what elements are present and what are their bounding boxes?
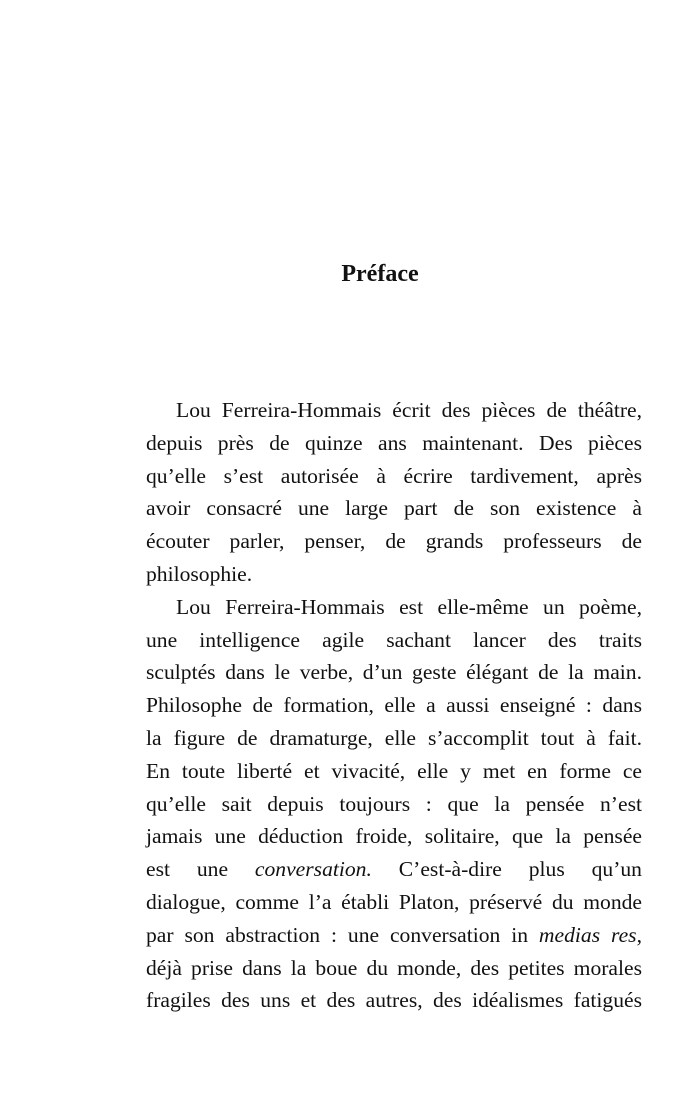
text-line: philosophie. [146,561,253,586]
text-line: depuis près de quinze ans maintenant. Des pièces [146,430,642,455]
italic-word: conversation. [254,857,372,882]
text-line: avoir consacré une large part de son existence à [146,496,642,521]
text-line: Lou Ferreira-Hommais écrit des pièces de théâtre, [176,398,642,422]
text-line: dialogue, comme l’a établi Platon, préservé du monde [146,889,642,914]
text-line: sculptés dans le verbe, d’un geste élégant de la main. [146,660,642,685]
text-line: une intelligence agile sachant lancer des traits [146,627,642,652]
text-segment-tail [539,923,642,947]
text-line: écouter parler, penser, de grands professeurs de [146,529,642,554]
text-line: jamais une déduction froide, solitaire, que la pensée [146,824,642,849]
text-line-with-italic [116,919,642,952]
text-line: fragiles des uns et des autres, des idéalismes fatigués [146,988,642,1013]
paragraph-2 [116,591,642,1017]
preface-body [116,394,642,1017]
paragraph-1 [116,394,642,591]
punctuation: , [636,922,642,947]
text-line: qu’elle sait depuis toujours : que la pensée n’est [146,791,642,816]
text-line: Lou Ferreira-Hommais est elle-même un poème, [176,594,642,619]
text-line: la figure de dramaturge, elle s’accomplit tout à fait. [146,725,642,750]
page-title: Préface [341,261,419,287]
text-line: qu’elle s’est autorisée à écrire tardivement, après [146,463,642,488]
text-segment: par son abstraction : une conversation in [146,922,529,947]
text-line: Philosophe de formation, elle a aussi enseigné : dans [146,693,642,718]
text-segment: C’est-à-dire plus qu’un [398,857,642,882]
text-segment: est une [146,857,229,882]
italic-phrase: medias res [538,922,637,947]
text-line: déjà prise dans la boue du monde, des petites morales [146,955,642,980]
text-line: En toute liberté et vivacité, elle y met en forme ce [146,758,642,783]
text-line-with-italic [116,853,642,886]
